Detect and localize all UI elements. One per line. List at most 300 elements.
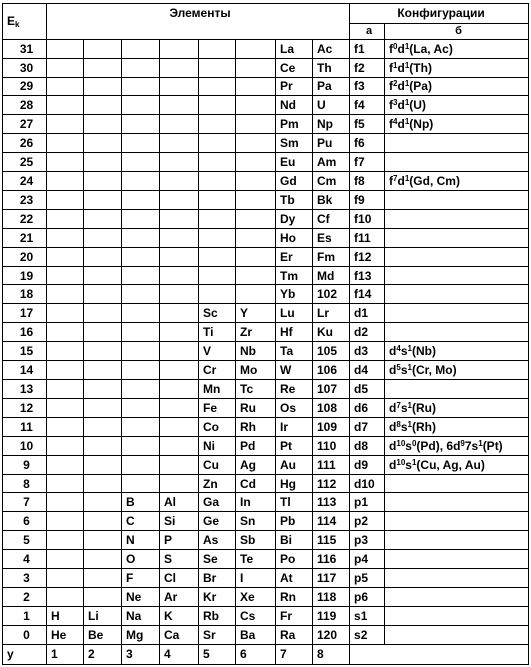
table-row	[3, 96, 529, 115]
element-cell	[122, 474, 160, 493]
element-cell	[47, 531, 84, 550]
config-b-cell	[385, 190, 529, 209]
element-cell	[122, 58, 160, 77]
config-text: f	[389, 117, 394, 132]
config-superscript: 10	[396, 438, 406, 448]
config-b-cell	[385, 304, 529, 323]
footer-number: 2	[84, 644, 122, 664]
element-cell	[84, 512, 122, 531]
element-cell	[122, 398, 160, 417]
ek-value: 13	[3, 380, 47, 399]
element-cell	[122, 153, 160, 172]
element-cell: Co	[199, 417, 236, 436]
ek-value: 15	[3, 342, 47, 361]
table-row	[3, 323, 529, 342]
element-cell: Li	[84, 606, 122, 625]
config-b-cell	[385, 625, 529, 644]
element-cell	[47, 493, 84, 512]
element-cell: Sn	[236, 512, 276, 531]
config-text: f	[389, 60, 394, 75]
config-superscript: 1	[404, 174, 410, 183]
config-text: d	[389, 344, 397, 359]
element-cell	[84, 209, 122, 228]
element-cell: Cf	[313, 209, 350, 228]
ek-value: 28	[3, 96, 47, 115]
element-cell	[47, 380, 84, 399]
element-cell	[84, 550, 122, 569]
config-superscript: 1	[407, 419, 412, 429]
element-cell: N	[122, 531, 160, 550]
element-cell	[47, 266, 84, 285]
element-cell: 112	[313, 474, 350, 493]
table-row	[3, 247, 529, 266]
config-text: s	[400, 344, 408, 359]
config-a-cell: d2	[350, 323, 385, 342]
element-cell: Ge	[199, 512, 236, 531]
element-cell: W	[276, 361, 313, 380]
element-cell	[236, 77, 276, 96]
footer-number: 4	[160, 644, 199, 664]
element-cell	[47, 474, 84, 493]
ek-header-sub: k	[15, 20, 20, 30]
config-text: 7s	[464, 438, 479, 453]
config-superscript: 7	[393, 174, 398, 183]
element-cell	[47, 455, 84, 474]
element-cell: Al	[160, 493, 199, 512]
config-superscript: 4	[396, 344, 401, 354]
element-cell: Tm	[276, 266, 313, 285]
element-cell: Na	[122, 606, 160, 625]
config-a-cell: d9	[350, 455, 385, 474]
element-cell	[122, 380, 160, 399]
element-cell	[236, 58, 276, 77]
element-cell	[160, 398, 199, 417]
element-cell	[47, 361, 84, 380]
element-cell: Lu	[276, 304, 313, 323]
table-row	[3, 455, 529, 474]
config-a-cell: p1	[350, 493, 385, 512]
element-cell	[122, 96, 160, 115]
element-cell: Fr	[276, 606, 313, 625]
element-cell	[160, 266, 199, 285]
element-cell	[84, 247, 122, 266]
table-row	[3, 361, 529, 380]
element-cell	[236, 39, 276, 58]
config-b-cell	[385, 266, 529, 285]
config-a-cell: d1	[350, 304, 385, 323]
element-cell: Am	[313, 153, 350, 172]
element-cell	[84, 172, 122, 191]
ek-value: 20	[3, 247, 47, 266]
element-cell: Be	[84, 625, 122, 644]
element-cell: S	[160, 550, 199, 569]
ek-value: 14	[3, 361, 47, 380]
element-cell: Fe	[199, 398, 236, 417]
element-cell: Rh	[236, 417, 276, 436]
config-a-cell: d5	[350, 380, 385, 399]
config-text: (Cr, Mo)	[411, 363, 457, 378]
element-cell: C	[122, 512, 160, 531]
element-cell	[84, 39, 122, 58]
config-b-cell	[385, 134, 529, 153]
element-cell	[47, 512, 84, 531]
element-cell: H	[47, 606, 84, 625]
element-cell	[199, 266, 236, 285]
config-text: (Cu, Ag, Au)	[416, 457, 485, 472]
element-cell: Sc	[199, 304, 236, 323]
config-col-b-header: б	[385, 23, 529, 39]
element-cell	[47, 153, 84, 172]
element-cell	[160, 77, 199, 96]
element-cell: Te	[236, 550, 276, 569]
element-cell: Cd	[236, 474, 276, 493]
element-cell: Ga	[199, 493, 236, 512]
config-b-cell	[385, 398, 529, 417]
table-row	[3, 228, 529, 247]
element-cell: P	[160, 531, 199, 550]
config-b-cell	[385, 474, 529, 493]
element-cell	[236, 190, 276, 209]
element-cell: 116	[313, 550, 350, 569]
element-cell	[236, 134, 276, 153]
config-b-cell	[385, 153, 529, 172]
element-cell	[122, 209, 160, 228]
config-text: d	[397, 79, 405, 94]
element-cell: Pu	[313, 134, 350, 153]
element-cell	[122, 436, 160, 455]
element-cell	[199, 190, 236, 209]
config-superscript: 1	[407, 363, 412, 373]
config-b-cell	[385, 512, 529, 531]
ek-value: 30	[3, 58, 47, 77]
element-cell: V	[199, 342, 236, 361]
table-row	[3, 115, 529, 134]
element-cell: Md	[313, 266, 350, 285]
element-cell: Ho	[276, 228, 313, 247]
element-cell: Cm	[313, 172, 350, 191]
table-row	[3, 190, 529, 209]
element-cell	[47, 134, 84, 153]
element-cell	[47, 115, 84, 134]
element-cell: Cs	[236, 606, 276, 625]
element-cell: Pm	[276, 115, 313, 134]
element-cell	[122, 417, 160, 436]
element-cell: Ni	[199, 436, 236, 455]
config-superscript: 1	[411, 457, 417, 467]
element-cell	[84, 380, 122, 399]
config-text: (Gd, Cm)	[409, 174, 460, 188]
element-cell	[199, 228, 236, 247]
element-cell: As	[199, 531, 236, 550]
element-cell	[199, 172, 236, 191]
config-a-cell: f14	[350, 285, 385, 304]
element-cell: Ir	[276, 417, 313, 436]
config-b-cell	[385, 58, 529, 77]
element-cell: 105	[313, 342, 350, 361]
config-text: (Pd), 6d	[416, 438, 461, 453]
element-cell	[199, 115, 236, 134]
config-a-cell: d7	[350, 417, 385, 436]
table-row	[3, 417, 529, 436]
element-cell: Sr	[199, 625, 236, 644]
element-cell	[84, 417, 122, 436]
table-row	[3, 153, 529, 172]
element-cell: Bk	[313, 190, 350, 209]
config-b-cell	[385, 417, 529, 436]
element-cell: Rb	[199, 606, 236, 625]
element-cell	[160, 190, 199, 209]
element-cell: 109	[313, 417, 350, 436]
config-text: (Rh)	[411, 419, 436, 434]
config-a-cell: f7	[350, 153, 385, 172]
table-row	[3, 625, 529, 644]
element-cell	[47, 569, 84, 588]
element-cell: Nd	[276, 96, 313, 115]
element-cell	[47, 172, 84, 191]
element-cell: 118	[313, 587, 350, 606]
element-cell	[160, 436, 199, 455]
config-b-cell	[385, 587, 529, 606]
element-cell: La	[276, 39, 313, 58]
config-a-cell: f4	[350, 96, 385, 115]
element-cell: Ku	[313, 323, 350, 342]
config-a-cell: f2	[350, 58, 385, 77]
config-superscript: 1	[407, 400, 412, 410]
element-cell: Ca	[160, 625, 199, 644]
config-a-cell: d3	[350, 342, 385, 361]
config-text: s	[405, 457, 412, 472]
element-cell	[84, 569, 122, 588]
config-a-cell: f13	[350, 266, 385, 285]
element-cell	[122, 228, 160, 247]
element-cell	[84, 342, 122, 361]
element-cell: Mn	[199, 380, 236, 399]
element-cell: Ar	[160, 587, 199, 606]
config-b-cell	[385, 228, 529, 247]
footer-number: 1	[47, 644, 84, 664]
element-cell	[122, 115, 160, 134]
ek-value: 5	[3, 531, 47, 550]
element-cell	[47, 77, 84, 96]
config-superscript: 7	[396, 400, 401, 410]
config-superscript: 1	[407, 344, 412, 354]
element-cell	[160, 153, 199, 172]
ek-value: 22	[3, 209, 47, 228]
ek-value: 26	[3, 134, 47, 153]
config-b-cell	[385, 569, 529, 588]
config-a-cell: f3	[350, 77, 385, 96]
element-cell: Ra	[276, 625, 313, 644]
config-text: f	[389, 79, 394, 94]
element-cell	[84, 304, 122, 323]
element-cell	[122, 77, 160, 96]
element-cell: Ta	[276, 342, 313, 361]
element-cell	[84, 77, 122, 96]
element-cell: 106	[313, 361, 350, 380]
element-cell: 102	[313, 285, 350, 304]
element-cell	[160, 115, 199, 134]
config-a-cell: f5	[350, 115, 385, 134]
config-superscript: 10	[396, 457, 406, 467]
ek-header-main: E	[7, 14, 16, 29]
config-text: (Th)	[409, 60, 432, 75]
element-cell: Bi	[276, 531, 313, 550]
ek-value: 6	[3, 512, 47, 531]
element-cell: Cu	[199, 455, 236, 474]
element-cell	[84, 115, 122, 134]
element-cell	[47, 228, 84, 247]
table-row	[3, 134, 529, 153]
element-cell	[199, 77, 236, 96]
element-cell	[236, 228, 276, 247]
element-cell	[160, 342, 199, 361]
element-cell	[122, 304, 160, 323]
element-cell: Tb	[276, 190, 313, 209]
ek-value: 17	[3, 304, 47, 323]
footer-empty	[350, 644, 529, 664]
element-cell	[47, 285, 84, 304]
config-a-cell: f12	[350, 247, 385, 266]
element-cell	[236, 172, 276, 191]
config-b-cell	[385, 285, 529, 304]
config-a-cell: f11	[350, 228, 385, 247]
element-cell: 111	[313, 455, 350, 474]
element-cell	[160, 172, 199, 191]
element-cell: 114	[313, 512, 350, 531]
element-cell	[160, 39, 199, 58]
elements-header: Элементы	[47, 4, 350, 40]
element-cell	[122, 172, 160, 191]
config-a-cell: d4	[350, 361, 385, 380]
ek-header	[3, 4, 47, 40]
element-cell	[199, 209, 236, 228]
config-superscript: 5	[396, 363, 401, 373]
config-text: f	[389, 174, 394, 188]
element-cell: Yb	[276, 285, 313, 304]
element-cell: Xe	[236, 587, 276, 606]
element-cell	[199, 153, 236, 172]
element-cell	[199, 96, 236, 115]
element-cell	[84, 266, 122, 285]
config-a-cell: p2	[350, 512, 385, 531]
element-cell	[84, 58, 122, 77]
config-text: (La, Ac)	[409, 41, 453, 56]
element-cell: Hg	[276, 474, 313, 493]
element-cell: Es	[313, 228, 350, 247]
config-superscript: 4	[393, 117, 398, 127]
table-row	[3, 512, 529, 531]
config-b-cell	[385, 39, 529, 58]
table-row	[3, 39, 529, 58]
config-text: s	[400, 363, 408, 378]
element-cell	[47, 58, 84, 77]
element-cell: B	[122, 493, 160, 512]
ek-value: 29	[3, 77, 47, 96]
element-cell: Fm	[313, 247, 350, 266]
config-b-cell	[385, 342, 529, 361]
element-cell: 115	[313, 531, 350, 550]
table-row	[3, 58, 529, 77]
element-cell: Eu	[276, 153, 313, 172]
element-cell	[84, 531, 122, 550]
element-cell: Au	[276, 455, 313, 474]
element-cell: U	[313, 96, 350, 115]
config-a-cell: p3	[350, 531, 385, 550]
element-cell	[47, 96, 84, 115]
ek-value: 21	[3, 228, 47, 247]
element-cell	[84, 398, 122, 417]
element-cell: Pd	[236, 436, 276, 455]
element-cell	[236, 115, 276, 134]
config-text: (U)	[409, 98, 426, 113]
element-cell: Ce	[276, 58, 313, 77]
element-cell: 120	[313, 625, 350, 644]
config-b-cell	[385, 247, 529, 266]
config-b-cell	[385, 455, 529, 474]
config-a-cell: f6	[350, 134, 385, 153]
element-cell: Ti	[199, 323, 236, 342]
footer-number: 3	[122, 644, 160, 664]
element-cell	[236, 96, 276, 115]
ek-value: 16	[3, 323, 47, 342]
config-b-cell	[385, 493, 529, 512]
element-cell	[47, 39, 84, 58]
table-row	[3, 342, 529, 361]
element-cell	[84, 361, 122, 380]
element-cell	[47, 436, 84, 455]
element-cell: He	[47, 625, 84, 644]
element-cell: Ba	[236, 625, 276, 644]
config-superscript: 1	[404, 79, 410, 89]
element-cell: Y	[236, 304, 276, 323]
ek-value: 8	[3, 474, 47, 493]
config-b-cell	[385, 606, 529, 625]
config-text: d	[389, 363, 397, 378]
config-b-cell	[385, 531, 529, 550]
element-cell: Se	[199, 550, 236, 569]
config-b-cell	[385, 361, 529, 380]
element-cell	[47, 417, 84, 436]
config-superscript: 1	[404, 41, 410, 51]
element-cell	[199, 58, 236, 77]
config-a-cell: d6	[350, 398, 385, 417]
config-superscript: 1	[478, 438, 483, 448]
config-b-cell	[385, 209, 529, 228]
element-cell	[199, 247, 236, 266]
element-cell	[47, 209, 84, 228]
element-cell: Os	[276, 398, 313, 417]
config-text: (Pt)	[482, 438, 503, 453]
ek-value: 3	[3, 569, 47, 588]
config-a-cell: d10	[350, 474, 385, 493]
ek-value: 31	[3, 39, 47, 58]
element-cell	[160, 361, 199, 380]
element-cell	[160, 474, 199, 493]
config-text: (Np)	[409, 117, 434, 132]
element-cell	[47, 342, 84, 361]
footer-label: y	[3, 644, 47, 664]
element-cell: Sm	[276, 134, 313, 153]
element-cell	[47, 398, 84, 417]
element-cell	[84, 134, 122, 153]
config-superscript: 8	[396, 419, 401, 429]
element-cell: 108	[313, 398, 350, 417]
table-row	[3, 606, 529, 625]
ek-value: 7	[3, 493, 47, 512]
element-cell: Cr	[199, 361, 236, 380]
config-header: Конфигурации	[350, 4, 529, 24]
element-cell: Po	[276, 550, 313, 569]
